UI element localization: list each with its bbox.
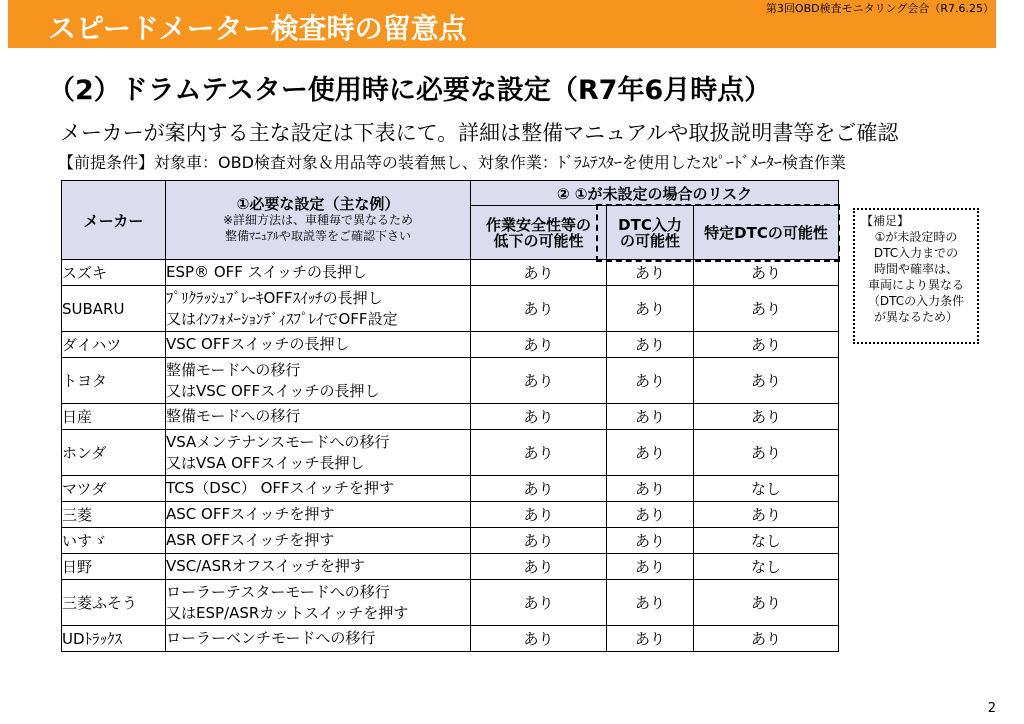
dtc-cell: あり xyxy=(607,260,694,286)
setting-line: ローラーテスターモードへの移行 xyxy=(166,582,390,601)
note-callout xyxy=(853,208,979,344)
page-number: 2 xyxy=(987,701,996,716)
header-setting xyxy=(166,181,471,260)
setting-cell xyxy=(166,626,471,652)
safety-cell: あり xyxy=(471,260,607,286)
maker-cell: 三菱ふそう xyxy=(62,580,166,626)
table-row xyxy=(62,580,839,626)
table-row xyxy=(62,260,839,286)
setting-cell xyxy=(166,528,471,554)
meeting-label: 第3回OBD検査モニタリング会合（R7.6.25） xyxy=(765,2,994,15)
setting-line: ESP® OFF スイッチの長押し xyxy=(166,263,368,281)
safety-cell: あり xyxy=(471,528,607,554)
safety-cell: あり xyxy=(471,502,607,528)
table-row xyxy=(62,404,839,430)
dtc-cell: あり xyxy=(607,286,694,332)
table-row xyxy=(62,332,839,358)
maker-cell: 日産 xyxy=(62,404,166,430)
table-row xyxy=(62,430,839,476)
page-title: スピードメーター検査時の留意点 xyxy=(48,12,467,45)
header-setting-note2: 整備ﾏﾆｭｱﾙや取説等をご確認下さい xyxy=(224,229,411,243)
note-line: ①が未設定時の xyxy=(874,230,958,244)
specific-dtc-cell: あり xyxy=(694,626,839,652)
header-dtc-line1: DTC入力 xyxy=(618,215,682,234)
header-setting-note1: ※詳細方法は、車種毎で異なるため xyxy=(222,213,414,227)
setting-cell xyxy=(166,332,471,358)
setting-cell xyxy=(166,476,471,502)
safety-cell: あり xyxy=(471,332,607,358)
specific-dtc-cell: あり xyxy=(694,286,839,332)
setting-cell xyxy=(166,358,471,404)
header-safety-line2: 低下の可能性 xyxy=(493,231,584,250)
specific-dtc-cell: あり xyxy=(694,358,839,404)
specific-dtc-cell: あり xyxy=(694,260,839,286)
safety-cell: あり xyxy=(471,554,607,580)
header-dtc-line2: の可能性 xyxy=(619,231,680,250)
setting-cell xyxy=(166,286,471,332)
settings-table xyxy=(61,180,839,652)
header-maker: メーカー xyxy=(62,181,166,260)
specific-dtc-cell: なし xyxy=(694,528,839,554)
header-setting-title: ①必要な設定（主な例） xyxy=(236,195,400,213)
lead-text: メーカーが案内する主な設定は下表にて。詳細は整備マニュアルや取扱説明書等をご確認 xyxy=(60,121,899,145)
note-line: が異なるため） xyxy=(873,310,958,324)
dtc-cell: あり xyxy=(607,476,694,502)
table-row xyxy=(62,626,839,652)
header-specific-dtc: 特定DTCの可能性 xyxy=(694,206,839,260)
setting-line: VSC OFFスイッチの長押し xyxy=(166,335,350,353)
specific-dtc-cell: あり xyxy=(694,430,839,476)
setting-line: 整備モードへの移行 xyxy=(166,407,301,425)
header-dtc xyxy=(607,206,694,260)
setting-line: VSC/ASRオフスイッチを押す xyxy=(166,557,365,575)
setting-line: ASC OFFスイッチを押す xyxy=(166,505,335,523)
setting-line: 整備モードへの移行 xyxy=(166,360,301,379)
setting-line: 又はｲﾝﾌｫﾒｰｼｮﾝﾃﾞｨｽﾌﾟﾚｲでOFF設定 xyxy=(166,309,398,328)
specific-dtc-cell: あり xyxy=(694,332,839,358)
setting-line: 又はESP/ASRカットスイッチを押す xyxy=(166,603,409,622)
table-row xyxy=(62,476,839,502)
specific-dtc-cell: あり xyxy=(694,502,839,528)
note-heading: 【補足】 xyxy=(861,214,910,228)
maker-cell: いすゞ xyxy=(62,528,166,554)
setting-cell xyxy=(166,404,471,430)
setting-line: ローラーベンチモードへの移行 xyxy=(166,629,376,647)
table-row xyxy=(62,358,839,404)
safety-cell: あり xyxy=(471,430,607,476)
header-safety-line1: 作業安全性等の xyxy=(485,215,591,234)
setting-cell xyxy=(166,554,471,580)
dtc-cell: あり xyxy=(607,528,694,554)
specific-dtc-cell: あり xyxy=(694,404,839,430)
specific-dtc-cell: あり xyxy=(694,580,839,626)
safety-cell: あり xyxy=(471,404,607,430)
dtc-cell: あり xyxy=(607,626,694,652)
setting-line: ﾌﾟﾘｸﾗｯｼｭﾌﾞﾚｰｷOFFｽｲｯﾁの長押し xyxy=(166,288,383,307)
setting-line: 又はVSA OFFスイッチ長押し xyxy=(166,453,365,472)
maker-cell: ホンダ xyxy=(62,430,166,476)
dtc-cell: あり xyxy=(607,358,694,404)
table-row xyxy=(62,502,839,528)
maker-cell: ダイハツ xyxy=(62,332,166,358)
maker-cell: マツダ xyxy=(62,476,166,502)
setting-cell xyxy=(166,502,471,528)
section-title: （2）ドラムテスター使用時に必要な設定（R7年6月時点） xyxy=(48,75,772,106)
setting-cell xyxy=(166,430,471,476)
dtc-cell: あり xyxy=(607,404,694,430)
safety-cell: あり xyxy=(471,580,607,626)
setting-line: TCS（DSC） OFFスイッチを押す xyxy=(166,479,395,497)
maker-cell: スズキ xyxy=(62,260,166,286)
header-risk: ② ①が未設定の場合のリスク xyxy=(471,181,839,206)
premise-text: 【前提条件】対象車：OBD検査対象＆用品等の装着無し、対象作業：ﾄﾞﾗﾑﾃｽﾀｰを使用したｽﾋﾟｰﾄﾞﾒｰﾀｰ検査作業 xyxy=(58,153,846,172)
maker-cell: トヨタ xyxy=(62,358,166,404)
dtc-cell: あり xyxy=(607,580,694,626)
note-line: 車両により異なる xyxy=(867,278,964,292)
maker-cell: SUBARU xyxy=(62,286,166,332)
safety-cell: あり xyxy=(471,358,607,404)
maker-cell: 三菱 xyxy=(62,502,166,528)
dtc-cell: あり xyxy=(607,430,694,476)
maker-cell: UDﾄﾗｯｸｽ xyxy=(62,626,166,652)
safety-cell: あり xyxy=(471,286,607,332)
dtc-cell: あり xyxy=(607,502,694,528)
setting-cell xyxy=(166,260,471,286)
table-row xyxy=(62,554,839,580)
specific-dtc-cell: なし xyxy=(694,476,839,502)
specific-dtc-cell: なし xyxy=(694,554,839,580)
safety-cell: あり xyxy=(471,626,607,652)
maker-cell: 日野 xyxy=(62,554,166,580)
header-safety xyxy=(471,206,607,260)
note-line: 時間や確率は、 xyxy=(873,262,958,276)
setting-line: 又はVSC OFFスイッチの長押し xyxy=(166,381,380,400)
setting-line: ASR OFFスイッチを押す xyxy=(166,531,335,549)
note-line: DTC入力までの xyxy=(873,246,959,260)
dtc-cell: あり xyxy=(607,332,694,358)
safety-cell: あり xyxy=(471,476,607,502)
setting-cell xyxy=(166,580,471,626)
dtc-cell: あり xyxy=(607,554,694,580)
table-row xyxy=(62,528,839,554)
setting-line: VSAメンテナンスモードへの移行 xyxy=(166,432,390,451)
note-line: （DTCの入力条件 xyxy=(867,294,965,308)
table-row xyxy=(62,286,839,332)
